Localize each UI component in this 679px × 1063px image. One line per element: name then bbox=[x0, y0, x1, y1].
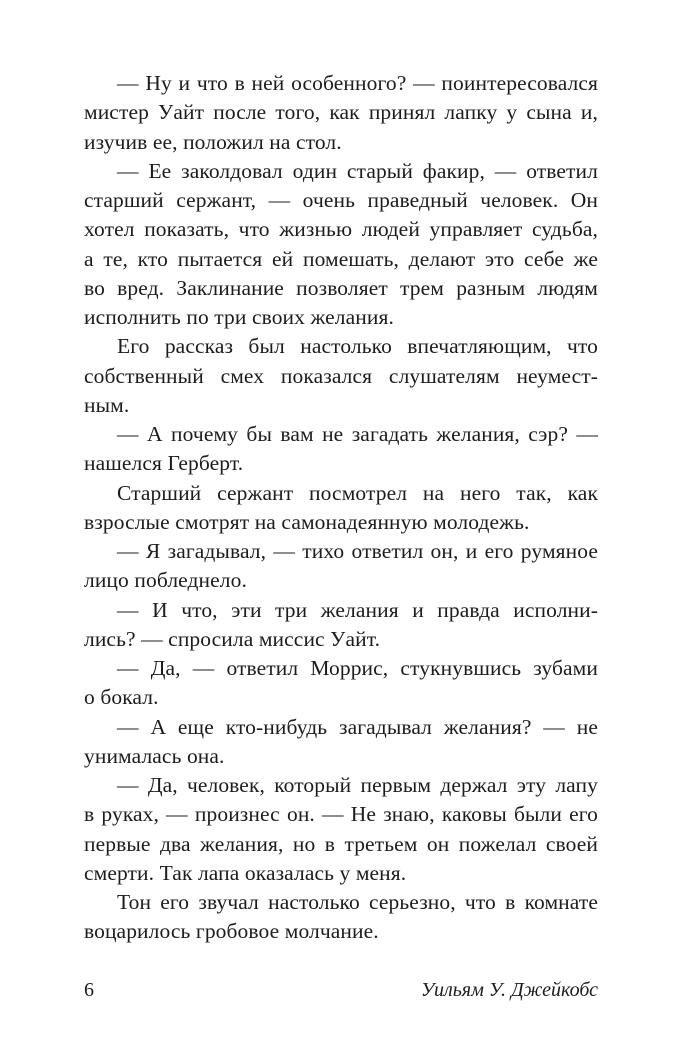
text-line: смерти. Так лапа оказалась у меня. bbox=[84, 860, 407, 885]
text-line: а те, кто пытается ей помешать, делают это себе же bbox=[84, 246, 598, 271]
text-line: изучив ее, положил на стол. bbox=[84, 129, 342, 154]
text-line: первые два желания, но в третьем он пожелал своей bbox=[84, 831, 598, 856]
running-title: Уильям У. Джейкобс bbox=[420, 979, 598, 1001]
paragraph bbox=[84, 479, 598, 538]
text-line: в руках, — произнес он. — Не знаю, каковы были его bbox=[84, 802, 598, 827]
text-line: о бокал. bbox=[84, 685, 159, 710]
paragraph bbox=[84, 69, 598, 157]
paragraph bbox=[84, 654, 598, 713]
text-line: — И что, эти три желания и правда исполни- bbox=[117, 597, 598, 622]
text-line: мистер Уайт после того, как принял лапку у сына и, bbox=[84, 100, 598, 125]
text-line: собственный смех показался слушателям неумест- bbox=[84, 363, 598, 388]
text-line: — Ее заколдовал один старый факир, — ответил bbox=[117, 158, 598, 183]
text-line: Его рассказ был настолько впечатляющим, что bbox=[117, 334, 598, 359]
text-line: — А еще кто-нибудь загадывал желания? — не bbox=[117, 714, 598, 739]
page-text bbox=[84, 69, 598, 947]
paragraph bbox=[84, 157, 598, 333]
paragraph bbox=[84, 420, 598, 479]
paragraph bbox=[84, 771, 598, 888]
text-line: воцарилось гробовое молчание. bbox=[84, 919, 379, 944]
text-line: во вред. Заклинание позволяет трем разным людям bbox=[84, 275, 598, 300]
text-line: — Ну и что в ней особенного? — поинтересовался bbox=[117, 71, 598, 95]
text-line: Старший сержант посмотрел на него так, как bbox=[117, 480, 598, 505]
text-line: исполнить по три своих желания. bbox=[84, 305, 394, 329]
text-line: нашелся Герберт. bbox=[84, 451, 244, 476]
text-line: лицо побледнело. bbox=[84, 568, 247, 593]
text-line: Тон его звучал настолько серьезно, что в комнате bbox=[117, 890, 598, 914]
text-line: ным. bbox=[84, 392, 130, 417]
page-number: 6 bbox=[84, 979, 94, 1001]
text-line: унималась она. bbox=[84, 743, 225, 768]
paragraph bbox=[84, 596, 598, 655]
text-line: взрослые смотрят на самонадеянную молодежь. bbox=[84, 509, 530, 534]
text-line: старший сержант, — очень праведный человек. Он bbox=[84, 188, 598, 212]
text-line: лись? — спросила миссис Уайт. bbox=[84, 626, 381, 651]
paragraph bbox=[84, 332, 598, 420]
text-line: хотел показать, что жизнью людей управляет судьба, bbox=[84, 217, 598, 242]
text-line: — Да, человек, который первым держал эту лапу bbox=[117, 773, 598, 797]
text-line: — А почему бы вам не загадать желания, сэр? — bbox=[117, 422, 598, 446]
paragraph bbox=[84, 537, 598, 596]
text-line: — Я загадывал, — тихо ответил он, и его румяное bbox=[117, 539, 598, 563]
text-line: — Да, — ответил Моррис, стукнувшись зубами bbox=[117, 656, 598, 680]
paragraph bbox=[84, 713, 598, 772]
paragraph bbox=[84, 888, 598, 947]
page-footer bbox=[84, 978, 598, 1002]
